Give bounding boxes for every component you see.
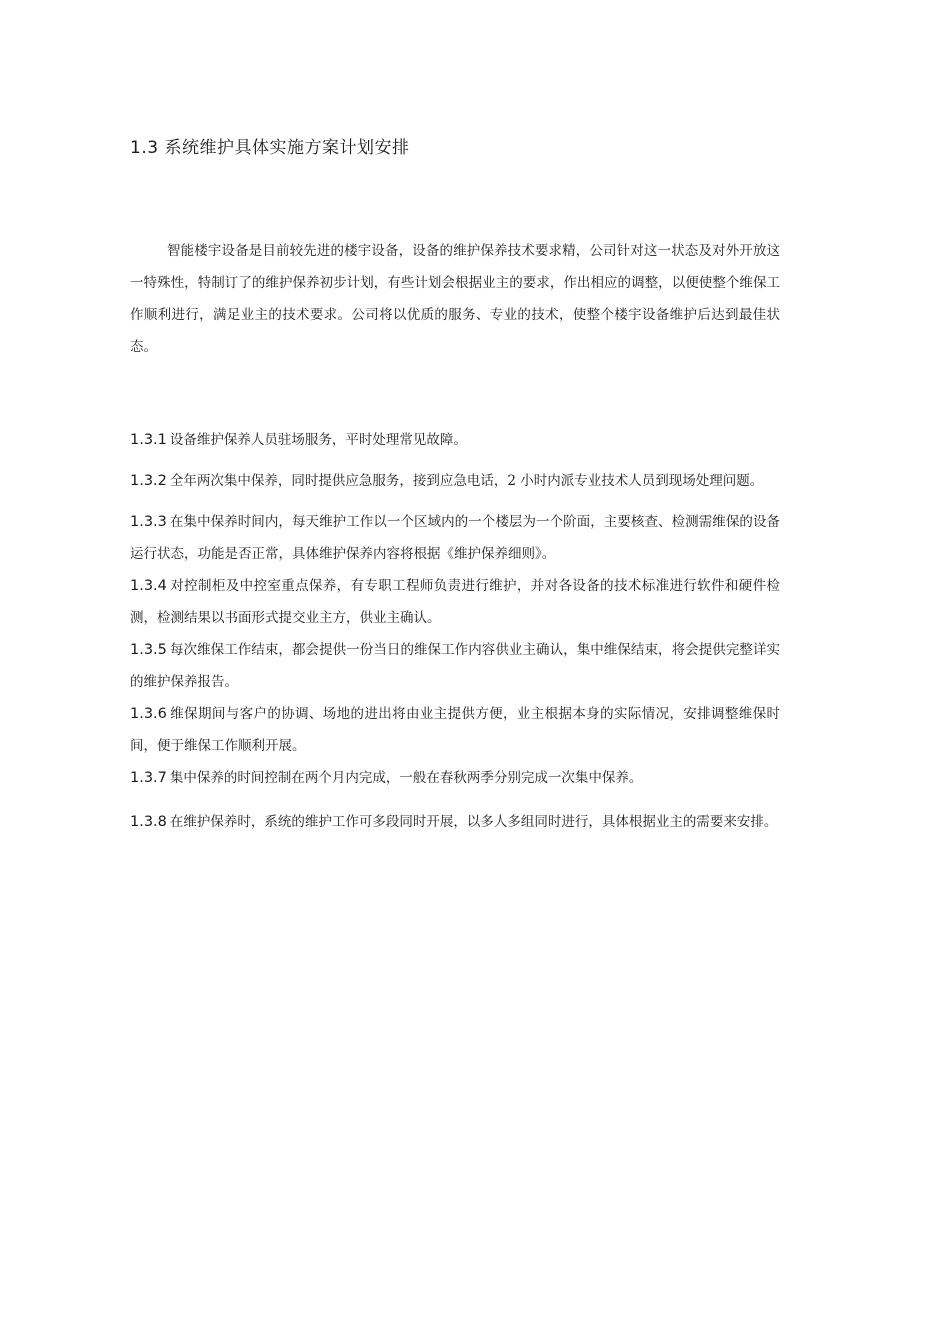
item-number: 1.3.3 (130, 514, 167, 530)
item-number: 1.3.7 (130, 770, 167, 786)
item-number: 1.3.6 (130, 706, 167, 722)
list-item (130, 806, 780, 838)
item-text: 全年两次集中保养，同时提供应急服务，接到应急电话，2 小时内派专业技术人员到现场处理问题。 (169, 473, 764, 489)
item-text: 设备维护保养人员驻场服务，平时处理常见故障。 (169, 432, 467, 448)
item-text: 在集中保养时间内，每天维护工作以一个区域内的一个楼层为一个阶面，主要核查、检测需维保的设备运行状态，功能是否正常，具体维护保养内容将根据《维护保养细则》。 (130, 514, 780, 562)
item-number: 1.3.2 (130, 473, 167, 489)
item-list (130, 424, 780, 847)
list-item (130, 762, 780, 794)
intro-paragraph: 智能楼宇设备是目前较先进的楼宇设备，设备的维护保养技术要求精，公司针对这一状态及对外开放这一特殊性，特制订了的维护保养初步计划，有些计划会根据业主的要求，作出相应的调整，以便使整个维保工作顺利进行，满足业主的技术要求。公司将以优质的服务、专业的技术，使整个楼宇设备维护后达到最佳状态。 (130, 243, 780, 355)
item-number: 1.3.1 (130, 432, 167, 448)
list-item (130, 424, 780, 456)
item-text: 集中保养的时间控制在两个月内完成，一般在春秋两季分别完成一次集中保养。 (169, 770, 643, 786)
list-item (130, 465, 780, 497)
item-number: 1.3.5 (130, 642, 167, 658)
item-text: 在维护保养时，系统的维护工作可多段同时开展，以多人多组同时进行，具体根据业主的需要来安排。 (169, 814, 778, 830)
list-item (130, 634, 780, 698)
list-item (130, 698, 780, 762)
section-title: 1.3 系统维护具体实施方案计划安排 (130, 138, 410, 158)
item-number: 1.3.8 (130, 814, 167, 830)
item-number: 1.3.4 (130, 578, 167, 594)
item-text: 维保期间与客户的协调、场地的进出将由业主提供方便，业主根据本身的实际情况，安排调整维保时间，便于维保工作顺利开展。 (130, 706, 780, 754)
item-text: 每次维保工作结束，都会提供一份当日的维保工作内容供业主确认，集中维保结束，将会提供完整详实的维护保养报告。 (130, 642, 780, 690)
list-item (130, 570, 780, 634)
list-item (130, 506, 780, 570)
item-text: 对控制柜及中控室重点保养，有专职工程师负责进行维护，并对各设备的技术标准进行软件和硬件检测，检测结果以书面形式提交业主方，供业主确认。 (130, 578, 780, 626)
